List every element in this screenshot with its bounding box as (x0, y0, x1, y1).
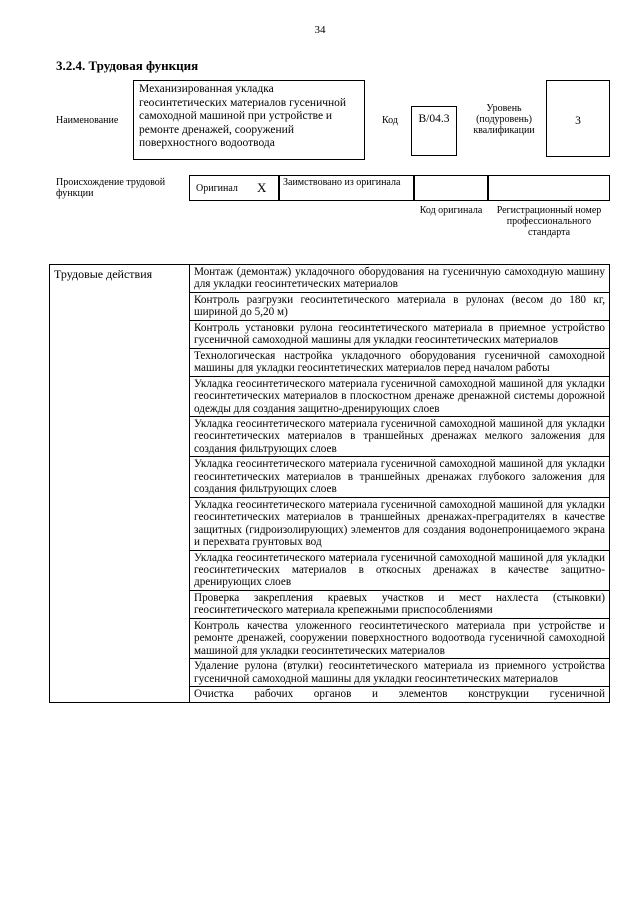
labor-action-item: Контроль качества уложенного геосинтетического материала при устройстве и ремонте дренажей, сооружении поверхностного водоотвода гусеничной самоходной машиной для укладки геосинтетических материалов (190, 618, 610, 658)
labor-actions-table (49, 264, 610, 703)
original-mark: X (257, 180, 267, 195)
labor-action-item: Укладка геосинтетического материала гусеничной самоходной машиной для укладки геосинтетических материалов в траншейных дренажах мелкого заложения для создания фильтрующих слоев (190, 416, 610, 456)
qualification-level-label: Уровень (подуровень) квалификации (473, 103, 535, 136)
origin-label: Происхождение трудовой функции (56, 177, 166, 199)
labor-action-item: Технологическая настройка укладочного оборудования гусеничной самоходной машины для укладки геосинтетических материалов перед началом работы (190, 348, 610, 376)
qualification-level-value: 3 (546, 80, 610, 157)
labor-actions-label: Трудовые действия (50, 265, 190, 703)
section-title: 3.2.4. Трудовая функция (56, 58, 199, 73)
labor-action-item: Укладка геосинтетического материала гусеничной самоходной машиной для укладки геосинтетических материалов в траншейных дренажах глубокого заложения для создания фильтрующих слоев (190, 457, 610, 497)
code-original-cell (414, 175, 488, 201)
origin-original-cell (189, 175, 279, 201)
labor-action-item: Укладка геосинтетического материала гусеничной самоходной машиной для укладки геосинтетических материалов в откосных дренажах в качестве защитно-дренирующих слоев (190, 550, 610, 590)
name-label: Наименование (56, 115, 119, 126)
labor-action-item: Контроль разгрузки геосинтетического материала в рулонах (весом до 180 кг, шириной до 5,20 м) (190, 292, 610, 320)
function-name-value: Механизированная укладка геосинтетических материалов гусеничной самоходной машиной при устройстве и ремонте дренажей, сооружений поверхностного водоотвода (133, 80, 365, 160)
original-label: Оригинал (196, 183, 238, 194)
labor-action-item: Удаление рулона (втулки) геосинтетического материала из приемного устройства гусеничной самоходной машины для укладки геосинтетических материалов (190, 659, 610, 687)
reg-number-label: Регистрационный номер профессионального стандарта (496, 205, 602, 238)
labor-action-item: Контроль установки рулона геосинтетического материала в приемное устройство гусеничной самоходной машины для укладки геосинтетических материалов (190, 320, 610, 348)
code-value: B/04.3 (411, 106, 457, 156)
labor-action-item: Монтаж (демонтаж) укладочного оборудования на гусеничную самоходную машину для укладки геосинтетических материалов (190, 265, 610, 293)
labor-action-item: Укладка геосинтетического материала гусеничной самоходной машиной для укладки геосинтетических материалов в траншейных дренажах-преградителях в качестве защитных (гидроизолирующих) элементов для создания водонепроницаемого экрана и перехвата грунтовых вод (190, 497, 610, 550)
borrowed-label: Заимствовано из оригинала (279, 175, 414, 201)
code-original-label: Код оригинала (419, 205, 483, 216)
labor-action-item: Очистка рабочих органов и элементов конструкции гусеничной (190, 687, 610, 702)
labor-action-item: Проверка закрепления краевых участков и мест нахлеста (стыковки) геосинтетического материала крепежными приспособлениями (190, 590, 610, 618)
table-row (50, 265, 610, 293)
page-number: 34 (314, 24, 326, 36)
labor-action-item: Укладка геосинтетического материала гусеничной самоходной машиной для укладки геосинтетических материалов в плоскостном дренаже дренажной системы дорожной одежды для создания защитно-дренирующих слоев (190, 376, 610, 416)
code-label: Код (382, 115, 398, 126)
reg-number-cell (488, 175, 610, 201)
